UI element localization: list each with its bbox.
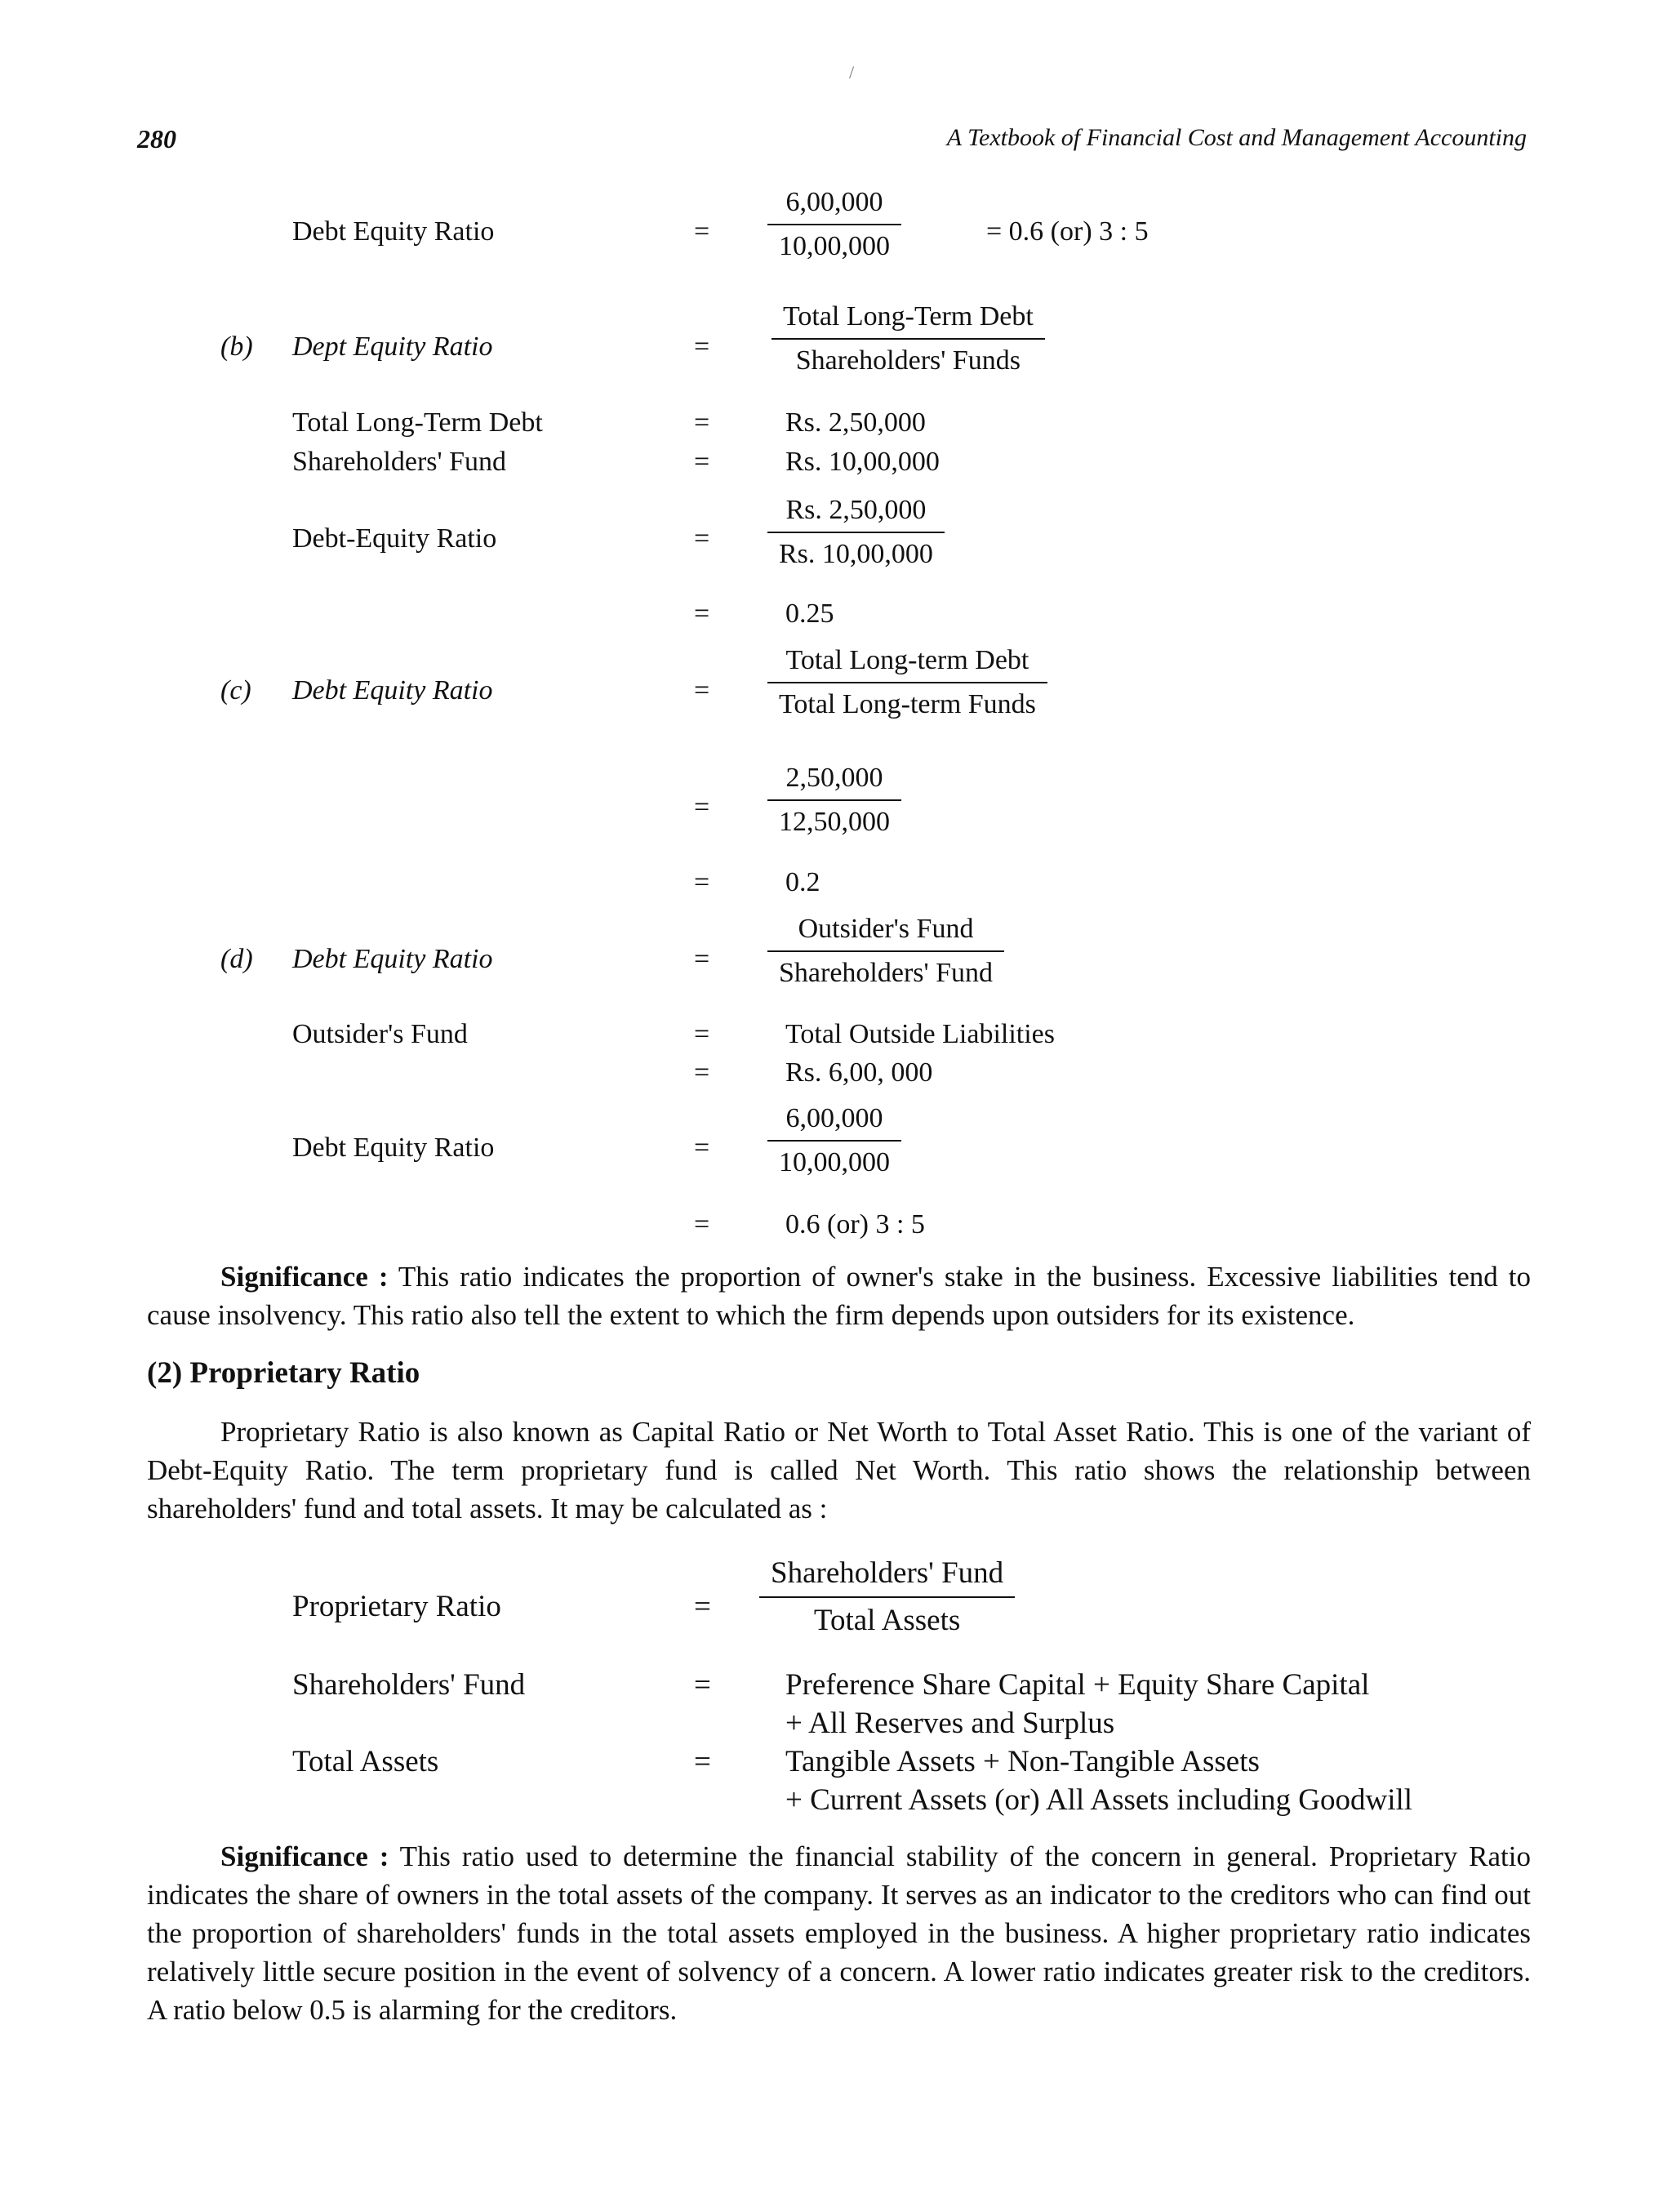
fraction-numerator: Total Long-term Debt — [785, 645, 1029, 675]
fraction-numerator: Rs. 2,50,000 — [785, 495, 927, 525]
block-d-fraction — [767, 913, 1004, 990]
item-letter-c: (c) — [220, 675, 251, 705]
equals-sign: = — [694, 1590, 711, 1623]
block-c-result: 0.2 — [785, 867, 820, 897]
block-a-result: = 0.6 (or) 3 : 5 — [986, 216, 1149, 247]
section-intro-paragraph: Proprietary Ratio is also known as Capital Ratio or Net Worth to Total Asset Ratio. This is one of the variant of Debt-Equity Ratio. The term proprietary fund is called Net Worth. This ratio shows the relationship between shareholders' fund and total assets. It may be calculated as : — [147, 1416, 1531, 1524]
equals-sign: = — [694, 1209, 710, 1240]
fraction-denominator: 10,00,000 — [779, 1147, 890, 1177]
equals-sign: = — [694, 944, 710, 974]
proprietary-ratio-label: Proprietary Ratio — [292, 1590, 501, 1623]
fraction-numerator: 2,50,000 — [785, 763, 883, 793]
page-number: 280 — [137, 124, 176, 154]
fraction-denominator: 10,00,000 — [779, 231, 890, 261]
block-b-result: 0.25 — [785, 599, 834, 629]
significance-paragraph-1 — [147, 1257, 1531, 1334]
block-b-line1-label: Total Long-Term Debt — [292, 407, 543, 438]
equals-sign: = — [694, 1057, 710, 1088]
shareholders-fund-value-line1: Preference Share Capital + Equity Share Capital — [785, 1668, 1370, 1702]
equals-sign: = — [694, 216, 710, 247]
significance-paragraph-2 — [147, 1837, 1531, 2029]
block-c-fraction-values — [767, 762, 901, 839]
block-b-label: Dept Equity Ratio — [292, 332, 493, 362]
block-d-line1-label: Outsider's Fund — [292, 1019, 468, 1049]
block-d-label: Debt Equity Ratio — [292, 944, 493, 974]
block-a-fraction — [767, 186, 901, 263]
equals-sign: = — [694, 1133, 710, 1163]
significance-text: This ratio indicates the proportion of owner's stake in the business. Excessive liabilities tend to cause insolvency. This ratio also tell the extent to which the firm depends upon outsiders for its existence. — [147, 1261, 1532, 1331]
equals-sign: = — [694, 523, 710, 554]
block-c-fraction — [767, 644, 1047, 721]
equals-sign: = — [694, 1019, 710, 1049]
item-letter-b: (b) — [220, 332, 253, 362]
block-b-line1-value: Rs. 2,50,000 — [785, 407, 926, 438]
fraction-denominator: Shareholders' Funds — [795, 345, 1021, 376]
fraction-numerator: Shareholders' Fund — [771, 1556, 1004, 1590]
shareholders-fund-label: Shareholders' Fund — [292, 1668, 526, 1702]
block-b-line2-value: Rs. 10,00,000 — [785, 447, 940, 477]
fraction-denominator: 12,50,000 — [779, 807, 890, 837]
proprietary-ratio-fraction — [759, 1556, 1015, 1639]
fraction-denominator: Shareholders' Fund — [779, 958, 994, 988]
total-assets-value-line2: + Current Assets (or) All Assets including Goodwill — [785, 1783, 1413, 1817]
total-assets-value-line1: Tangible Assets + Non-Tangible Assets — [785, 1745, 1260, 1778]
block-d-result: 0.6 (or) 3 : 5 — [785, 1209, 925, 1240]
block-c-label: Debt Equity Ratio — [292, 675, 493, 705]
fraction-numerator: 6,00,000 — [785, 187, 883, 217]
significance-text: This ratio used to determine the financial stability of the concern in general. Proprietary Ratio indicates the share of owners in the total assets of the company. It serves as an indicator to the creditors who can find out the proportion of shareholders' funds in the total assets employed in the business. A higher proprietary ratio indicates relatively little secure position in the event of solvency of a concern. A lower ratio indicates greater risk to the creditors. A ratio below 0.5 is alarming for the creditors. — [147, 1840, 1532, 2026]
block-b-ratio-label: Debt-Equity Ratio — [292, 523, 497, 554]
total-assets-label: Total Assets — [292, 1745, 439, 1778]
equals-sign: = — [694, 1668, 711, 1702]
block-d-ratio-fraction — [767, 1102, 901, 1179]
equals-sign: = — [694, 1745, 711, 1778]
item-letter-d: (d) — [220, 944, 253, 974]
fraction-denominator: Total Long-term Funds — [779, 689, 1036, 719]
block-d-ratio-label: Debt Equity Ratio — [292, 1133, 495, 1163]
equals-sign: = — [694, 792, 710, 822]
significance-label: Significance : — [220, 1840, 389, 1872]
block-d-line1-value: Total Outside Liabilities — [785, 1019, 1056, 1049]
block-b-ratio-fraction — [767, 494, 945, 571]
block-d-line2-value: Rs. 6,00, 000 — [785, 1057, 933, 1088]
equals-sign: = — [694, 407, 710, 438]
section-heading: (2) Proprietary Ratio — [147, 1356, 420, 1390]
equals-sign: = — [694, 332, 710, 362]
running-header-title: A Textbook of Financial Cost and Management Accounting — [946, 124, 1527, 151]
fraction-numerator: 6,00,000 — [785, 1103, 883, 1133]
equals-sign: = — [694, 599, 710, 629]
fraction-denominator: Rs. 10,00,000 — [779, 539, 933, 569]
equals-sign: = — [694, 675, 710, 705]
equals-sign: = — [694, 867, 710, 897]
block-b-line2-label: Shareholders' Fund — [292, 447, 507, 477]
significance-label: Significance : — [220, 1261, 389, 1293]
fraction-denominator: Total Assets — [813, 1604, 961, 1637]
equals-sign: = — [694, 447, 710, 477]
fraction-numerator: Outsider's Fund — [798, 914, 974, 944]
shareholders-fund-value-line2: + All Reserves and Surplus — [785, 1707, 1115, 1740]
stray-mark: / — [849, 62, 855, 82]
fraction-numerator: Total Long-Term Debt — [783, 301, 1034, 332]
block-b-fraction — [772, 300, 1045, 377]
block-a-label: Debt Equity Ratio — [292, 216, 495, 247]
